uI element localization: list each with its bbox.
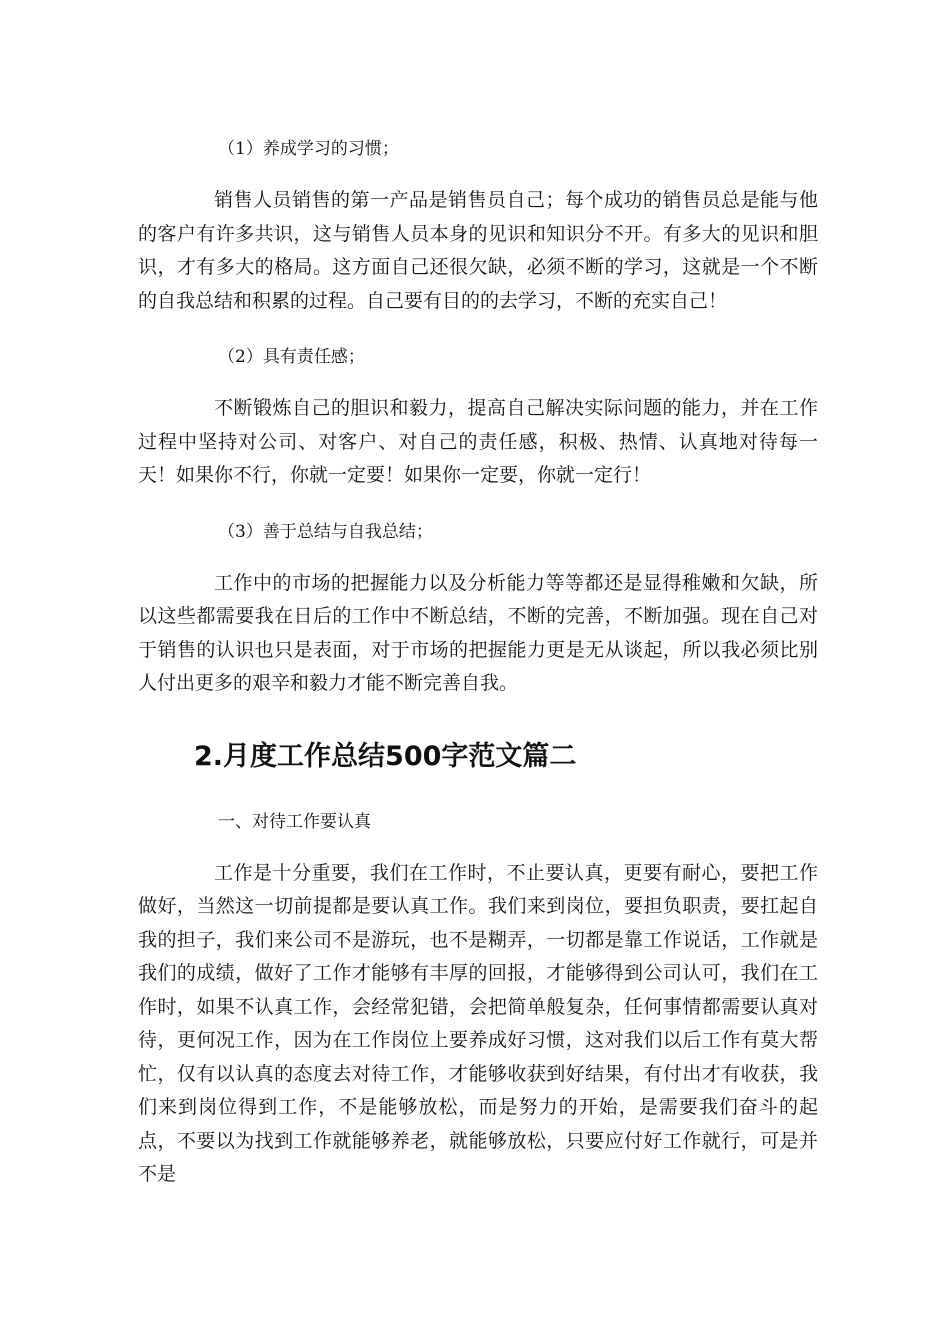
- article-title: 2.月度工作总结500字范文篇二: [194, 740, 577, 772]
- section-paragraph-3: 工作中的市场的把握能力以及分析能力等等都还是显得稚嫩和欠缺，所以这些都需要我在日后的工作中不断总结，不断的完善，不断加强。现在自己对于销售的认识也只是表面，对于市场的把握能力更是无从谈起，所以我必须比别人付出更多的艰辛和毅力才能不断完善自我。: [138, 571, 818, 694]
- article-subheading: 一、对待工作要认真: [218, 811, 371, 832]
- document-body: [138, 132, 818, 1192]
- section-paragraph-2: 不断锻炼自己的胆识和毅力，提高自己解决实际问题的能力，并在工作过程中坚持对公司、对客户、对自己的责任感，积极、热情、认真地对待每一天！如果你不行，你就一定要！如果你一定要，你就一定行！: [138, 397, 818, 486]
- section-subheading-2: （2）具有责任感；: [218, 347, 365, 367]
- section-paragraph-1: 销售人员销售的第一产品是销售员自己；每个成功的销售员总是能与他的客户有许多共识，这与销售人员本身的见识和知识分不开。有多大的见识和胆识，才有多大的格局。这方面自己还很欠缺，必须不断的学习，这就是一个不断的自我总结和积累的过程。自己要有目的的去学习，不断的充实自己！: [138, 189, 818, 312]
- section-subheading-3: （3）善于总结与自我总结；: [218, 521, 433, 542]
- section-subheading-1: （1）养成学习的习惯；: [218, 139, 399, 159]
- article-paragraph: 工作是十分重要，我们在工作时，不止要认真，更要有耐心，要把工作做好，当然这一切前提都是要认真工作。我们来到岗位，要担负职责，要扛起自我的担子，我们来公司不是游玩，也不是糊弄，一切都是靠工作说话，工作就是我们的成绩，做好了工作才能够有丰厚的回报，才能够得到公司认可，我们在工作时，如果不认真工作，会经常犯错，会把简单般复杂，任何事情都需要认真对待，更何况工作，因为在工作岗位上要养成好习惯，这对我们以后工作有莫大帮忙，仅有以认真的态度去对待工作，才能够收获到好结果，有付出才有收获，我们来到岗位得到工作，不是能够放松，而是努力的开始，是需要我们奋斗的起点，不要以为找到工作就能够养老，就能够放松，只要应付好工作就行，可是并不是: [138, 861, 818, 1185]
